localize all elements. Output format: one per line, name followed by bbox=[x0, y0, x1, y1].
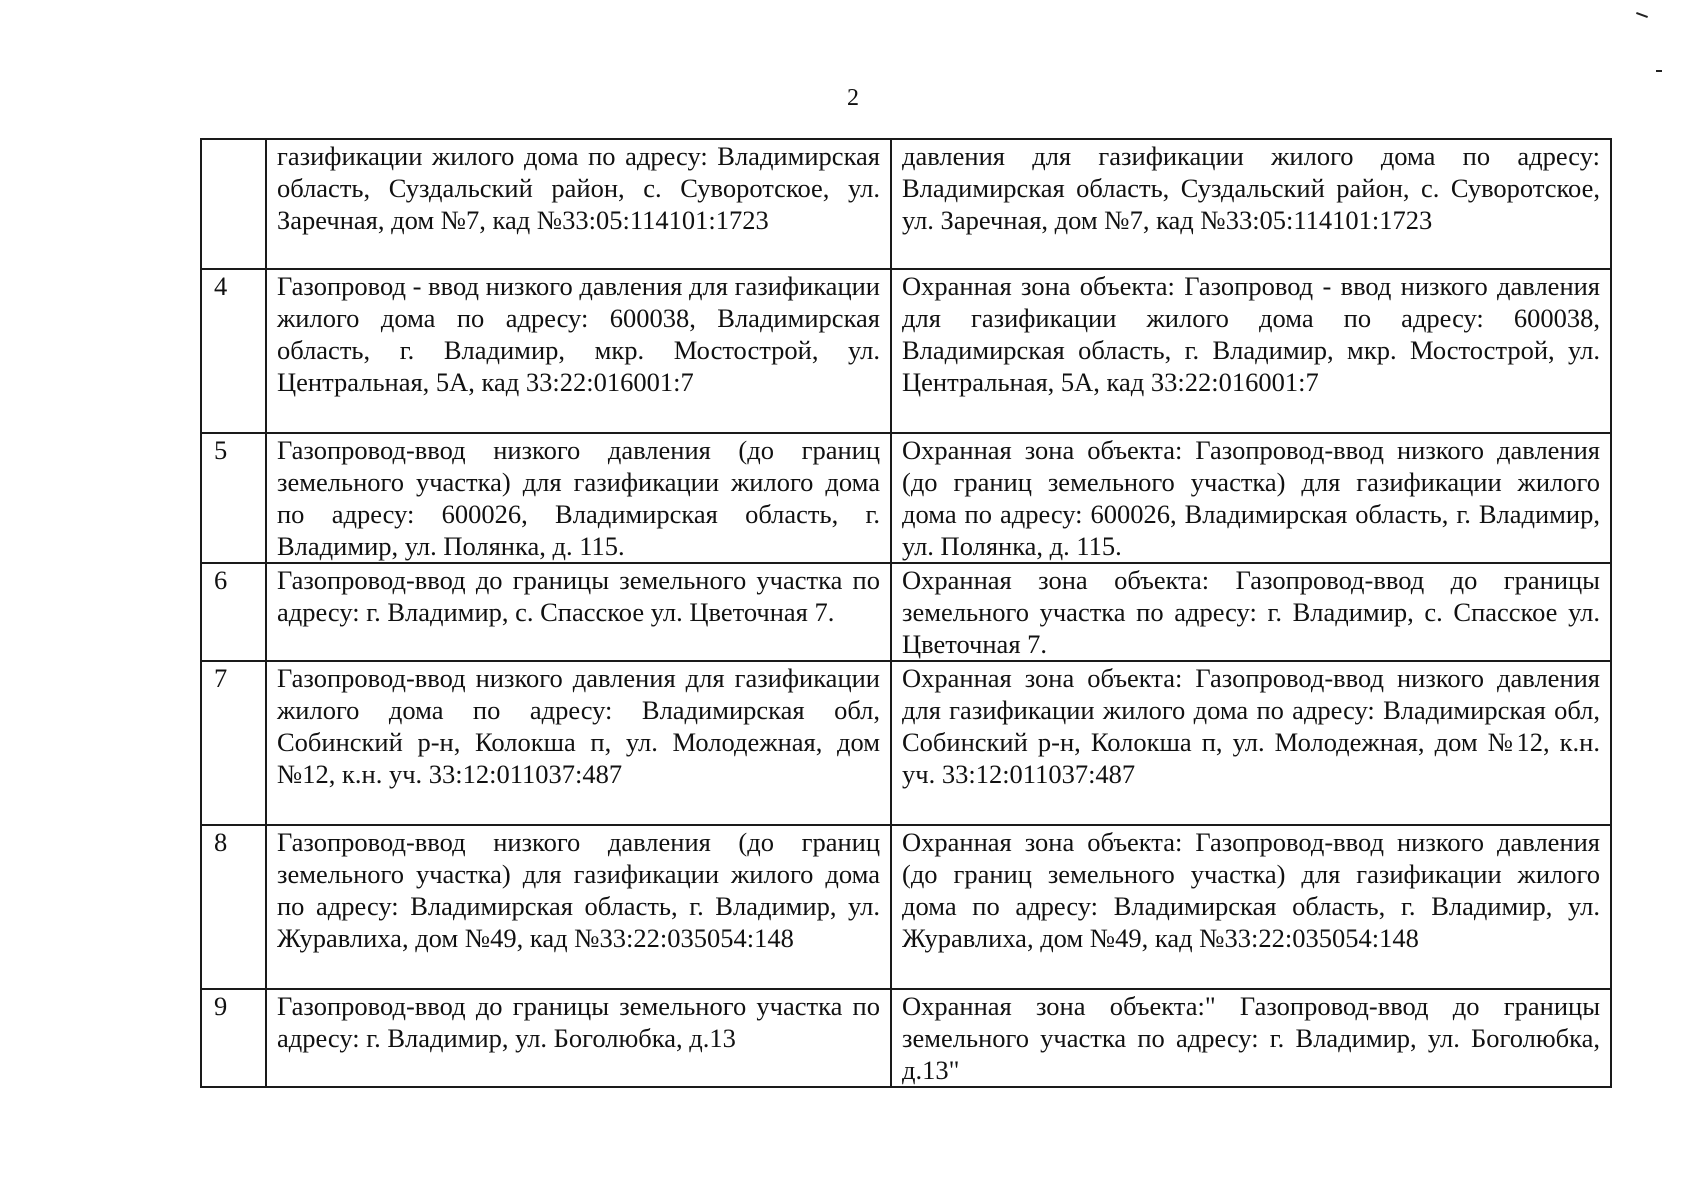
table-row bbox=[201, 563, 1611, 661]
row-number: 8 bbox=[201, 825, 266, 989]
scan-mark-top bbox=[1636, 12, 1648, 18]
row-number: 6 bbox=[201, 563, 266, 661]
object-description: Газопровод-ввод низкого давления (до границ земельного участка) для газификации жилого дома по адресу: Владимирская область, г. Владимир, ул. Журавлиха, дом №49, кад №33:22:035054:148 bbox=[266, 825, 891, 989]
object-description: Газопровод-ввод низкого давления для газификации жилого дома по адресу: Владимирская обл, Собинский р-н, Колокша п, ул. Молодежная, дом №12, к.н. уч. 33:12:011037:487 bbox=[266, 661, 891, 825]
protection-zone-description: Охранная зона объекта: Газопровод-ввод низкого давления (до границ земельного участка) для газификации жилого дома по адресу: 600026, Владимирская область, г. Владимир, ул. Полянка, д. 115. bbox=[891, 433, 1611, 563]
object-description: Газопровод-ввод до границы земельного участка по адресу: г. Владимир, с. Спасское ул. Цветочная 7. bbox=[266, 563, 891, 661]
row-number: 7 bbox=[201, 661, 266, 825]
table-row bbox=[201, 989, 1611, 1087]
protection-zone-description: Охранная зона объекта: Газопровод-ввод низкого давления (до границ земельного участка) для газификации жилого дома по адресу: Владимирская область, г. Владимир, ул. Журавлиха, дом №49, кад №33:22:035054:148 bbox=[891, 825, 1611, 989]
row-number bbox=[201, 139, 266, 269]
object-description: газификации жилого дома по адресу: Владимирская область, Суздальский район, с. Суворотское, ул. Заречная, дом №7, кад №33:05:114101:1723 bbox=[266, 139, 891, 269]
protection-zone-description: Охранная зона объекта: Газопровод - ввод низкого давления для газификации жилого дома по адресу: 600038, Владимирская область, г. Владимир, мкр. Мостострой, ул. Центральная, 5А, кад 33:22:016001:7 bbox=[891, 269, 1611, 433]
table-row bbox=[201, 139, 1611, 269]
table-row bbox=[201, 433, 1611, 563]
scan-mark-side bbox=[1656, 70, 1662, 72]
table-row bbox=[201, 661, 1611, 825]
protection-zone-description: Охранная зона объекта: Газопровод-ввод низкого давления для газификации жилого дома по адресу: Владимирская обл, Собинский р-н, Колокша п, ул. Молодежная, дом №12, к.н. уч. 33:12:011037:487 bbox=[891, 661, 1611, 825]
table-row bbox=[201, 825, 1611, 989]
protection-zone-description: Охранная зона объекта:" Газопровод-ввод до границы земельного участка по адресу: г. Владимир, ул. Боголюбка, д.13" bbox=[891, 989, 1611, 1087]
protection-zone-description: давления для газификации жилого дома по адресу: Владимирская область, Суздальский район, с. Суворотское, ул. Заречная, дом №7, кад №33:05:114101:1723 bbox=[891, 139, 1611, 269]
object-description: Газопровод - ввод низкого давления для газификации жилого дома по адресу: 600038, Владимирская область, г. Владимир, мкр. Мостострой, ул. Центральная, 5А, кад 33:22:016001:7 bbox=[266, 269, 891, 433]
row-number: 9 bbox=[201, 989, 266, 1087]
page-number: 2 bbox=[847, 85, 859, 111]
table-row bbox=[201, 269, 1611, 433]
object-description: Газопровод-ввод низкого давления (до границ земельного участка) для газификации жилого дома по адресу: 600026, Владимирская область, г. Владимир, ул. Полянка, д. 115. bbox=[266, 433, 891, 563]
row-number: 4 bbox=[201, 269, 266, 433]
protection-zone-description: Охранная зона объекта: Газопровод-ввод до границы земельного участка по адресу: г. Владимир, с. Спасское ул. Цветочная 7. bbox=[891, 563, 1611, 661]
row-number: 5 bbox=[201, 433, 266, 563]
object-description: Газопровод-ввод до границы земельного участка по адресу: г. Владимир, ул. Боголюбка, д.13 bbox=[266, 989, 891, 1087]
gas-pipeline-table bbox=[200, 138, 1612, 1088]
